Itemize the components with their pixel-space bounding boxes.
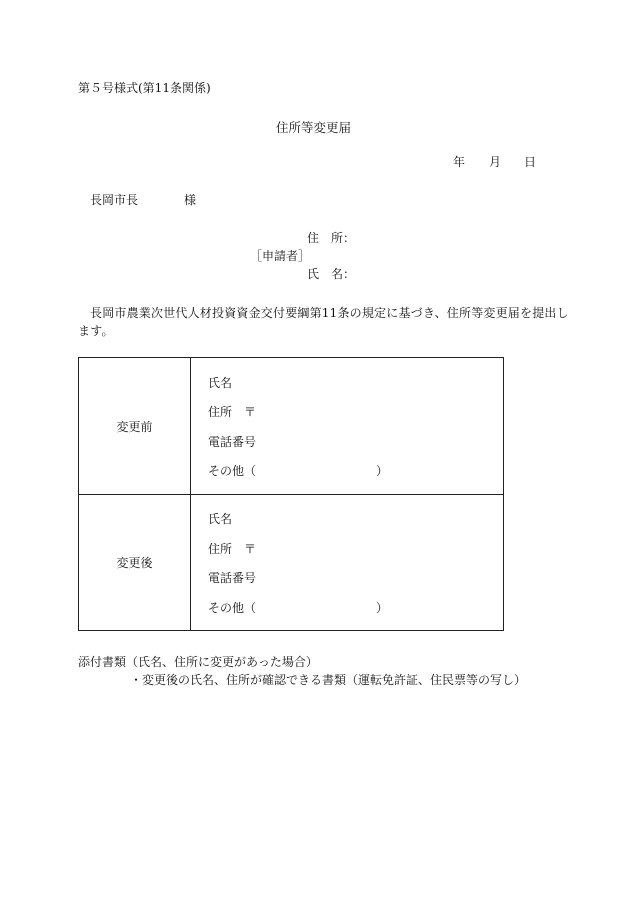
before-other-field-label: その他（ ）	[208, 464, 389, 478]
applicant-name-label: 氏 名：	[307, 267, 356, 281]
form-number: 第５号様式(第11条関係)	[78, 81, 211, 95]
attachments-item: ・変更後の氏名、住所が確認できる書類（運転免許証、住民票等の写し）	[130, 673, 527, 687]
attachments-heading: 添付書類（氏名、住所に変更があった場合）	[78, 655, 318, 669]
after-address-field-label: 住所 〒	[208, 542, 257, 556]
document-title: 住所等変更届	[276, 120, 352, 135]
after-name-field-label: 氏名	[208, 512, 233, 526]
before-address-field-label: 住所 〒	[208, 405, 257, 419]
row-label-after: 変更後	[116, 556, 153, 570]
applicant-role-label: ［申請者］	[250, 249, 311, 263]
date-month-label: 月	[489, 155, 502, 169]
body-text-line-2: ます。	[78, 324, 114, 338]
body-text-line-1: 長岡市農業次世代人材投資資金交付要綱第11条の規定に基づき、住所等変更届を提出し	[90, 306, 569, 320]
change-form-table	[78, 357, 504, 631]
applicant-address-label: 住 所：	[307, 231, 356, 245]
date-year-label: 年	[453, 155, 466, 169]
after-phone-field-label: 電話番号	[208, 571, 257, 585]
before-phone-field-label: 電話番号	[208, 435, 257, 449]
before-name-field-label: 氏名	[208, 376, 233, 390]
table-row-divider	[79, 494, 503, 495]
addressee-honorific: 様	[184, 193, 197, 207]
date-day-label: 日	[524, 155, 537, 169]
after-other-field-label: その他（ ）	[208, 601, 389, 615]
addressee-name: 長岡市長	[90, 193, 139, 207]
row-label-before: 変更前	[116, 420, 153, 434]
